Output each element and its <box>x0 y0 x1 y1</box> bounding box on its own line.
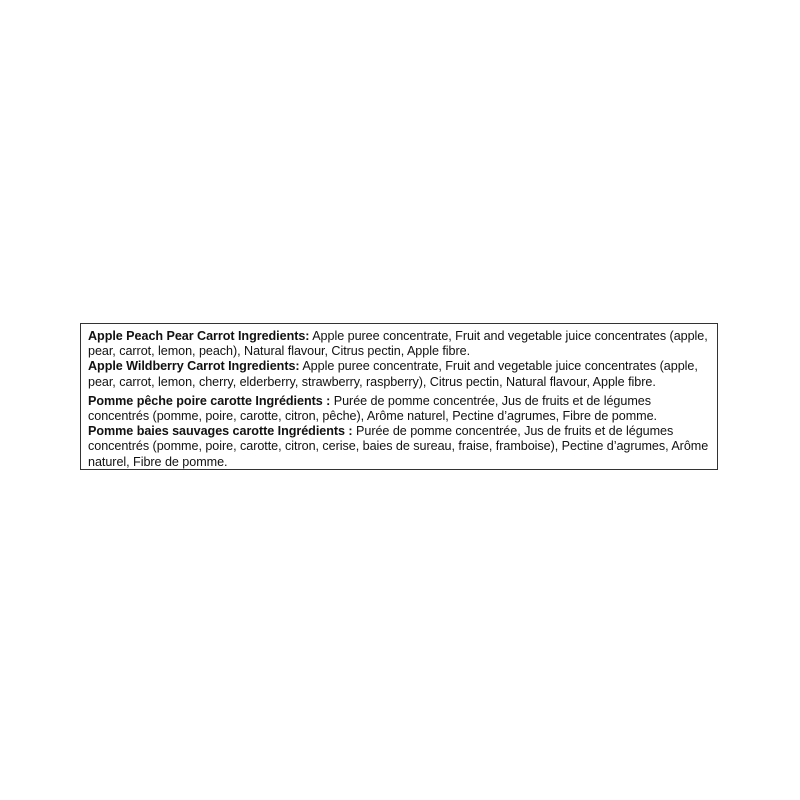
ingredients-text: Apple puree concentrate, Fruit and vegetable juice concentrates (apple, pear, carrot, lemon, peach), Natural flavour, Citrus pectin, Apple fibre. <box>88 329 708 359</box>
product-name: Pomme pêche poire carotte Ingrédients : <box>88 393 331 408</box>
ingredients-text: Apple puree concentrate, Fruit and vegetable juice concentrates (apple, pear, carrot, lemon, cherry, elderberry, strawberry, raspberry), Citrus pectin, Natural flavour, Apple fibre. <box>88 359 698 389</box>
ingredients-text: Purée de pomme concentrée, Jus de fruits et de légumes concentrés (pomme, poire, carotte, citron, pêche), Arôme naturel, Pectine d’agrumes, Fibre de pomme. <box>88 393 657 424</box>
ingredients-text: Purée de pomme concentrée, Jus de fruits et de légumes concentrés (pomme, poire, carotte, citron, cerise, baies de sureau, fraise, framboise), Pectine d’agrumes, Arôme naturel, Fibre de pomme. <box>88 424 709 469</box>
ingredients-pomme-peche-poire-carotte <box>88 394 711 424</box>
product-name: Apple Peach Pear Carrot Ingredients: <box>88 329 310 343</box>
ingredients-label-box <box>80 323 718 470</box>
product-name: Apple Wildberry Carrot Ingredients: <box>88 359 300 374</box>
ingredients-apple-peach-pear-carrot <box>88 329 711 359</box>
ingredients-apple-wildberry-carrot <box>88 359 711 389</box>
product-name: Pomme baies sauvages carotte Ingrédients : <box>88 424 353 439</box>
ingredients-pomme-baies-sauvages-carotte <box>88 424 711 470</box>
